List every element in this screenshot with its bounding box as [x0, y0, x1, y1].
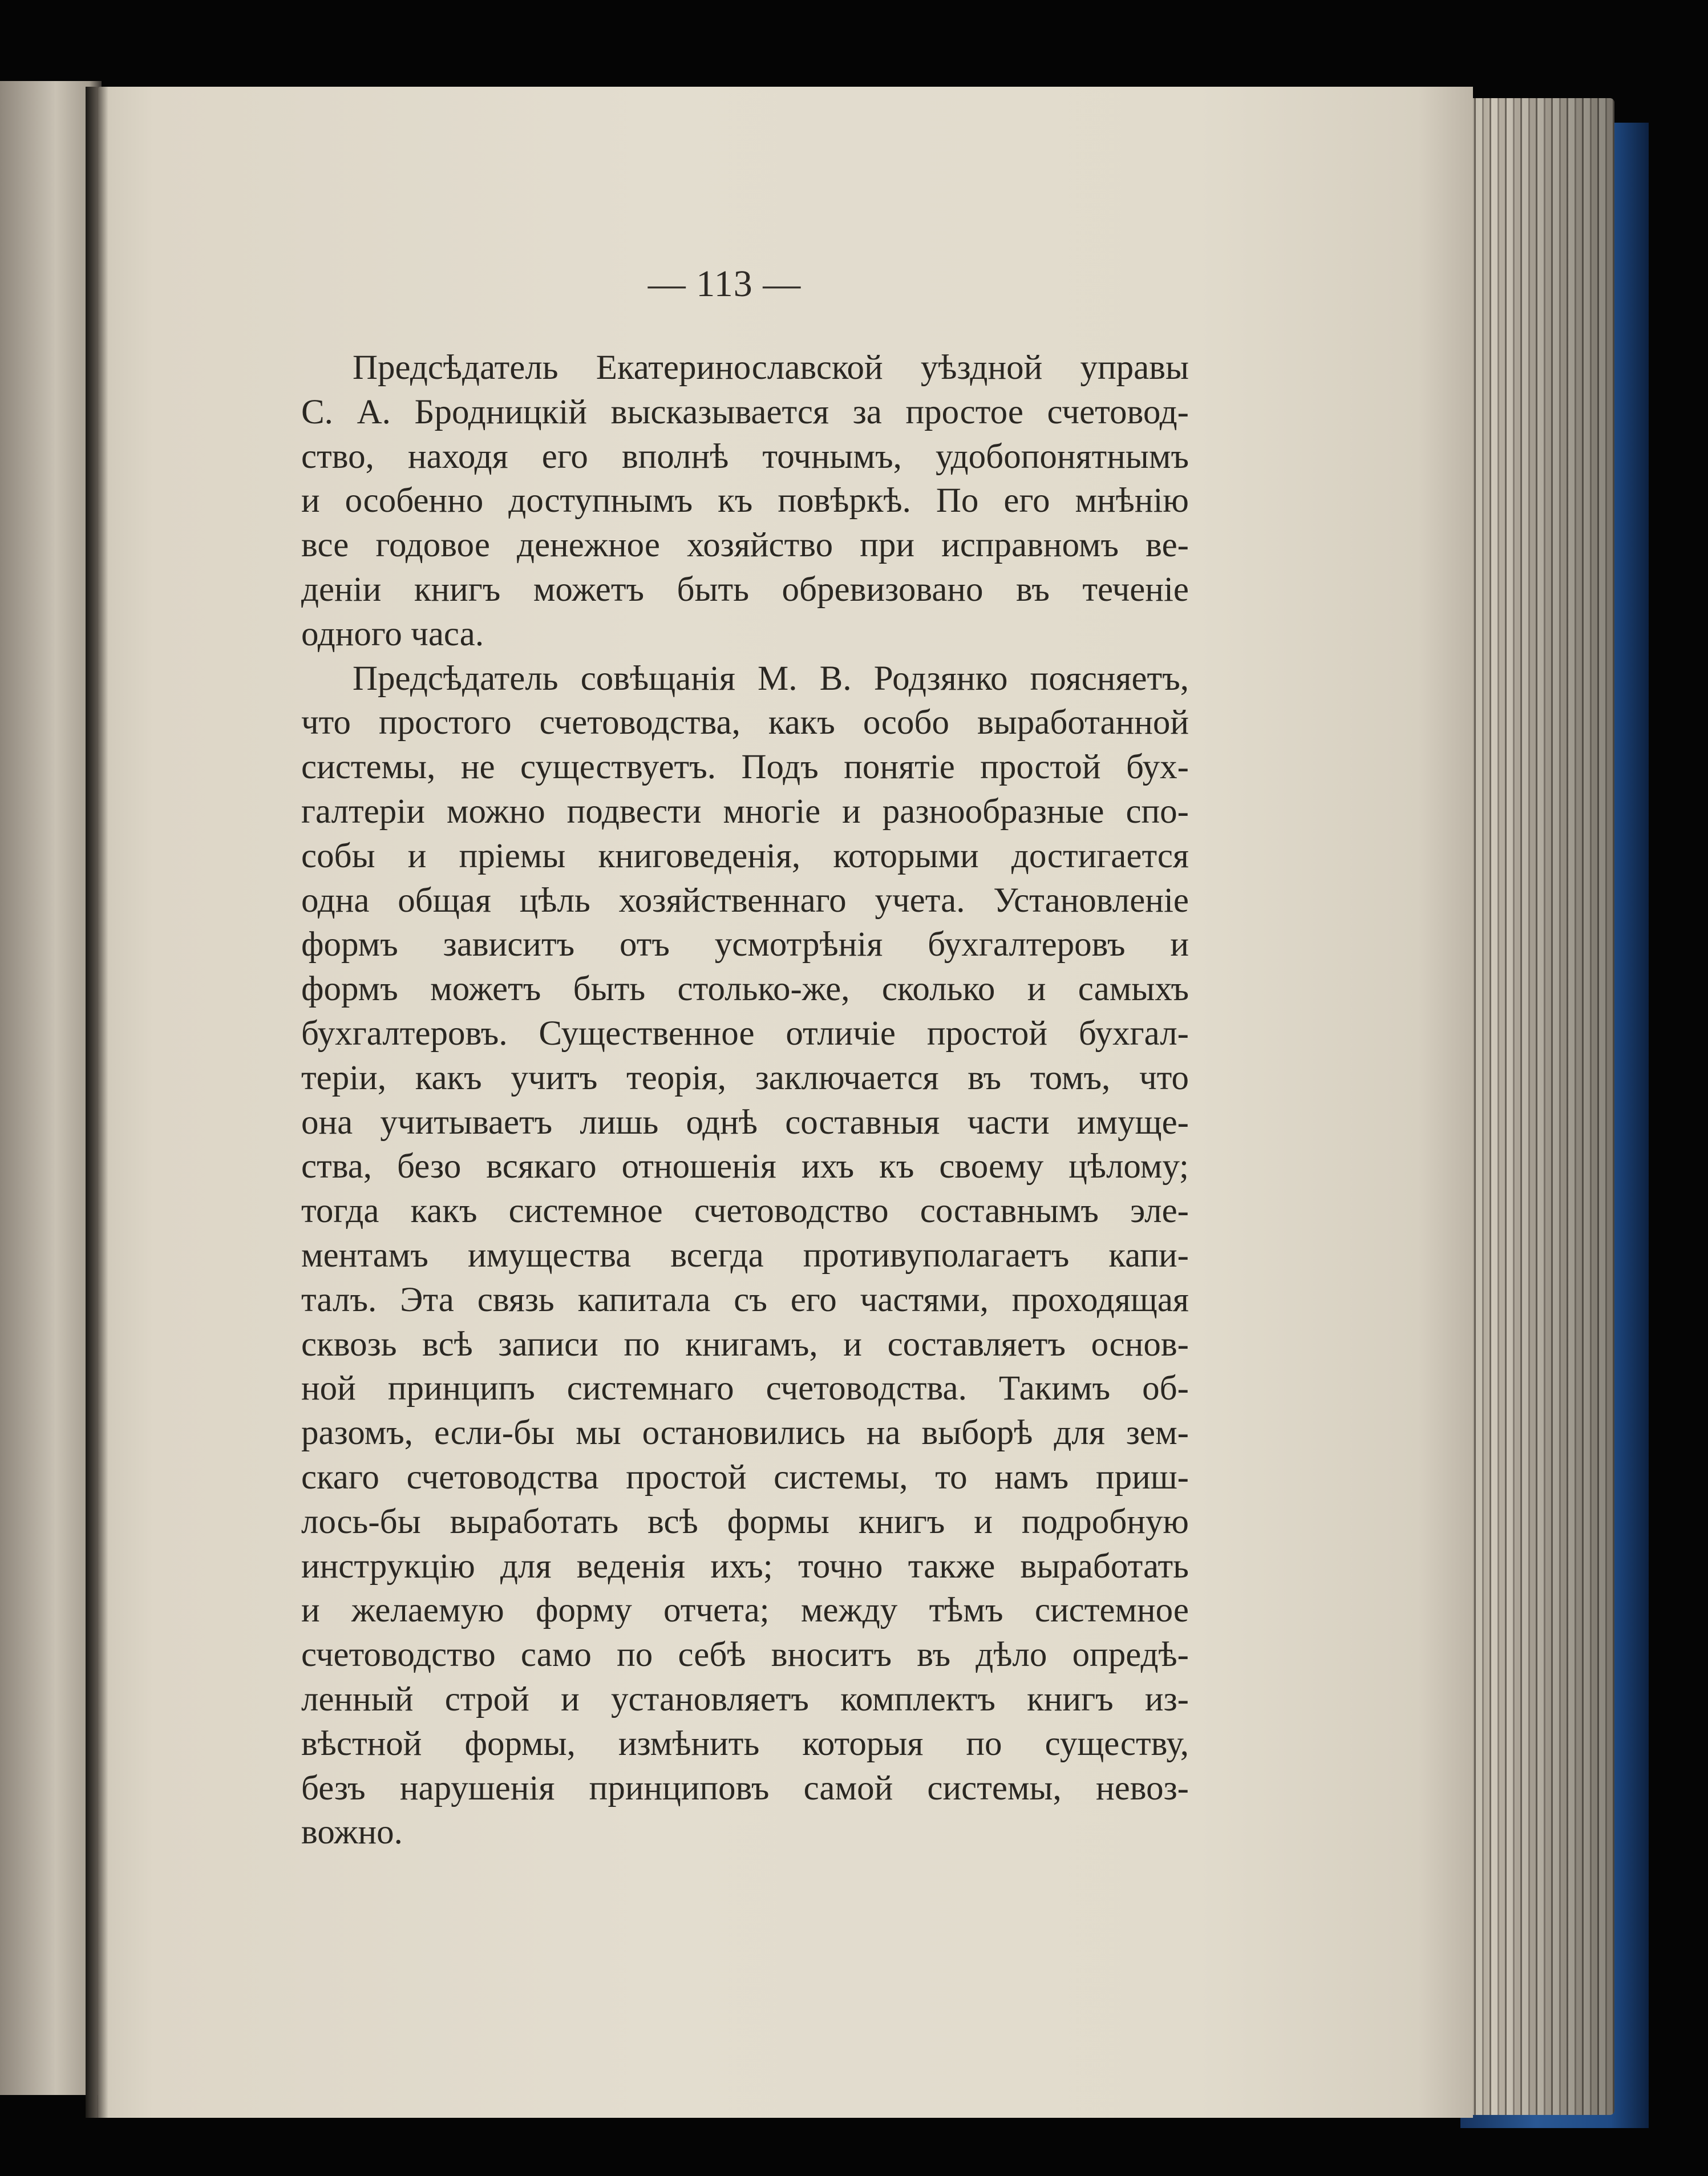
text-line: формъ можетъ быть столько-же, сколько и самыхъ [301, 970, 1189, 1009]
text-line: счетоводство само по себѣ вноситъ въ дѣло опредѣ- [301, 1636, 1189, 1675]
text-line: талъ. Эта связь капитала съ его частями, проходящая [301, 1280, 1189, 1319]
text-line: одна общая цѣль хозяйственнаго учета. Установленіе [301, 881, 1189, 920]
text-line: и особенно доступнымъ къ повѣркѣ. По его мнѣнію [301, 482, 1189, 520]
text-line: и желаемую форму отчета; между тѣмъ системное [301, 1591, 1189, 1630]
text-line: сквозь всѣ записи по книгамъ, и составляетъ основ- [301, 1325, 1189, 1364]
page-number: — 113 — [647, 263, 802, 305]
gutter-shadow [86, 87, 108, 2118]
text-line: вѣстной формы, измѣнить которыя по существу, [301, 1724, 1189, 1763]
text-line: формъ зависитъ отъ усмотрѣнія бухгалтеровъ и [301, 925, 1189, 964]
text-line: ство, находя его вполнѣ точнымъ, удобопонятнымъ [301, 437, 1189, 476]
text-line: ленный строй и установляетъ комплектъ книгъ из- [301, 1680, 1189, 1718]
text-line: ства, безо всякаго отношенія ихъ къ своему цѣлому; [301, 1147, 1189, 1186]
text-line: инструкцію для веденія ихъ; точно также выработать [301, 1547, 1189, 1586]
text-line: она учитываетъ лишь однѣ составныя части имуще- [301, 1103, 1189, 1142]
text-line: лось-бы выработать всѣ формы книгъ и подробную [301, 1502, 1189, 1541]
text-line: деніи книгъ можетъ быть обревизовано въ теченіе [301, 570, 1189, 609]
text-line: тогда какъ системное счетоводство составнымъ эле- [301, 1192, 1189, 1231]
text-line: что простого счетоводства, какъ особо выработанной [301, 703, 1189, 742]
text-line: галтеріи можно подвести многіе и разнообразные спо- [301, 792, 1189, 831]
text-line: скаго счетоводства простой системы, то намъ приш- [301, 1458, 1189, 1496]
page-text [301, 346, 1189, 1855]
text-line: вожно. [301, 1813, 403, 1852]
text-line: Предсѣдатель совѣщанія М. В. Родзянко поясняетъ, [353, 659, 1189, 698]
text-line: С. А. Бродницкій высказывается за простое счетовод- [301, 393, 1189, 431]
text-line: разомъ, если-бы мы остановились на выборѣ для зем- [301, 1414, 1189, 1453]
text-line: теріи, какъ учитъ теорія, заключается въ томъ, что [301, 1058, 1189, 1097]
text-line: одного часа. [301, 614, 484, 653]
text-line: ментамъ имущества всегда противуполагаетъ капи- [301, 1236, 1189, 1275]
text-line: Предсѣдатель Екатеринославской уѣздной управы [353, 349, 1189, 387]
text-line: системы, не существуетъ. Подъ понятіе простой бух- [301, 748, 1189, 787]
text-line: бухгалтеровъ. Существенное отличіе простой бухгал- [301, 1014, 1189, 1053]
text-line: собы и пріемы книговеденія, которыми достигается [301, 836, 1189, 875]
text-line: все годовое денежное хозяйство при исправномъ ве- [301, 526, 1189, 565]
text-line: безъ нарушенія принциповъ самой системы, невоз- [301, 1769, 1189, 1807]
text-line: ной принципъ системнаго счетоводства. Такимъ об- [301, 1369, 1189, 1408]
